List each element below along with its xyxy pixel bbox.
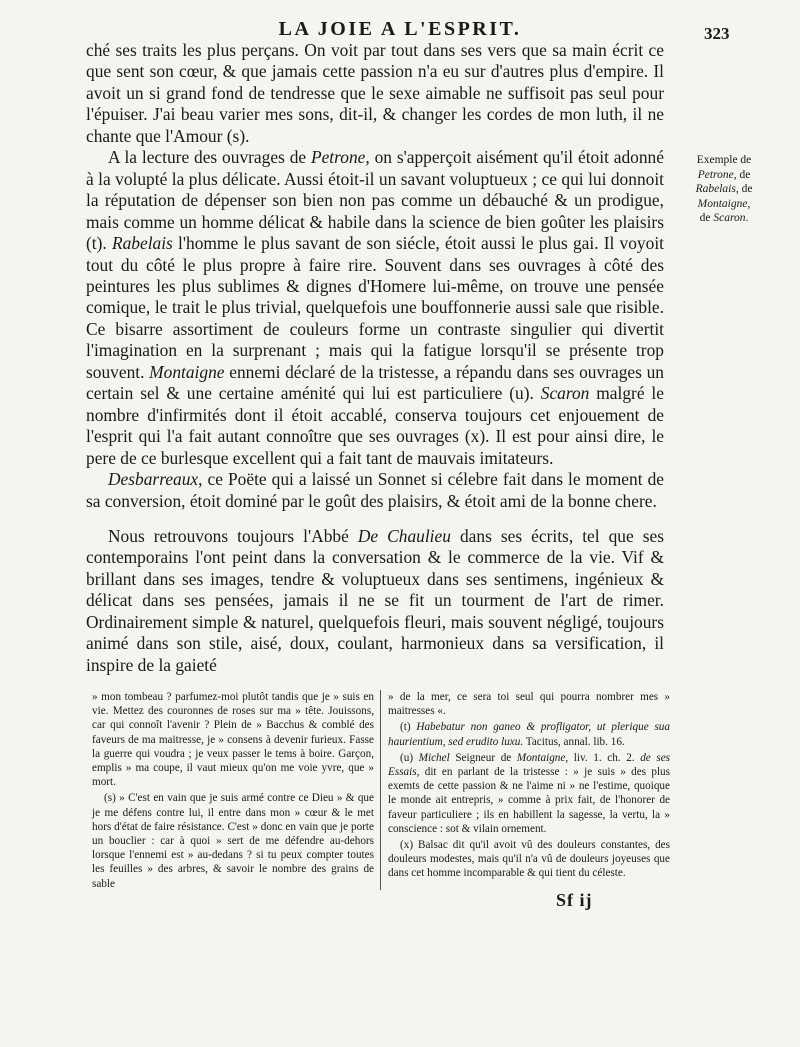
- footnotes-right-column: [388, 690, 670, 883]
- signature-mark: Sf ij: [556, 890, 593, 910]
- margin-note: Exemple de Petrone, de Rabelais, de Montaigne, de Scaron.: [695, 154, 753, 224]
- main-text: [86, 40, 664, 676]
- footnote-s: (s) » C'est en vain que je suis armé contre ce Dieu » & que je me défens contre lui, il entre dans mon » cœur & le met hors d'état de faire résistance. C'est » donc en vain que je porte un bouclier : car à quoi » sert de me défendre au-dehors lorsque l'ennemi est » au-dedans ? si tu peux compter toutes les feuilles » des arbres, & savoir le nombre des grains de sable: [92, 792, 374, 890]
- paragraph-petrone: A la lecture des ouvrages de Petrone, on s'apperçoit aisément qu'il étoit adonné à la volupté la plus délicate. Aussi étoit-il un savant voluptueux ; ce qui lui donnoit la réputation de dépenser son bien non pas comme un débauché & un prodigue, mais comme un homme délicat & habile dans la science de bien goûter les plaisirs (t). Rabelais l'homme le plus savant de son siécle, étoit aussi le plus gai. Il voyoit tout du côté le plus propre à faire rire. Souvent dans ses ouvrages à côté des peintures les plus sublimes & dignes d'Homere lui-même, on trouve une pensée comique, le trait le plus trivial, quelquefois une bouffonnerie aussi sale que risible. Ce bisarre assortiment de couleurs forme un contraste singulier qui divertit l'imagination en la surprenant ; mais qui la fatigue lorsqu'il se présente trop souvent. Montaigne ennemi déclaré de la tristesse, a répandu dans ses ouvrages un certain sel & une certaine aménité qui lui est particuliere (u). Scaron malgré le nombre d'infirmités dont il étoit accablé, conserva toujours cet enjouement de l'esprit qui l'a fait autant connoître que ses ouvrages (x). Il est pour ainsi dire, le pere de ce burlesque excellent qui a fait tant de mauvais imitateurs.: [86, 147, 664, 468]
- running-title: LA JOIE A L'ESPRIT.: [278, 18, 522, 40]
- footnote-t: (t) Habebatur non ganeo & profligator, ut plerique sua haurientium, sed erudito luxu. Tacitus, annal. lib. 16.: [388, 721, 670, 748]
- name-scaron: Scaron: [540, 383, 590, 404]
- name-petrone: Petrone: [310, 147, 366, 168]
- footnotes-left-column: [92, 690, 374, 893]
- footnote-r-continuation: » mon tombeau ? parfumez-moi plutôt tandis que je » suis en vie. Mettez des couronnes de roses sur ma » tête. Jouissons, car qui connoît l'avenir ? Plein de » Bacchus & comblé des faveurs de ma maitresse, je » consens à devenir furieux. Fasse la guerre qui voudra ; je veux passer le tems à boire. Garçon, emplis » ma coupe, il vaut mieux qu'on me voie yvre, que » mort.: [92, 691, 374, 789]
- footnote-x: (x) Balsac dit qu'il avoit vû des douleurs constantes, des douleurs modestes, mais qu'il n'a vû de douleurs joyeuses que dans cet homme incomparable & qui tient du céleste.: [388, 839, 670, 880]
- footnote-s-continuation: » de la mer, ce sera toi seul qui pourra nombrer mes » maitresses «.: [388, 691, 670, 718]
- name-montaigne: Montaigne: [149, 361, 225, 382]
- name-rabelais: Rabelais: [111, 233, 173, 254]
- paragraph-chaulieu: Nous retrouvons toujours l'Abbé De Chaulieu dans ses écrits, tel que ses contemporains l'ont peint dans la conversation & le commerce de la vie. Vif & brillant dans ses images, tendre & voluptueux dans ses sentimens, ingénieux & délicat dans ses pensées, jamais il ne se fit un tourment de l'art de rimer. Ordinairement simple & naturel, quelquefois fleuri, mais souvent négligé, toujours animé dans son stile, aisé, doux, coulant, harmonieux dans sa versification, il inspire de la gaieté: [86, 525, 664, 675]
- name-chaulieu: De Chaulieu: [357, 525, 451, 546]
- page-number: 323: [704, 24, 730, 43]
- column-divider: [380, 690, 381, 890]
- footnote-u: (u) Michel Seigneur de Montaigne, liv. 1. ch. 2. de ses Essais, dit en parlant de la tristesse : » je suis » des plus exemts de cette passion & ne l'aime ni » ne l'estime, quoique le monde ait entrepris, » comme à prix fait, de l'honorer de faveur particuliere ; ils en habillent la sagesse, la vertu, la » conscience : sot & vilain ornement.: [388, 751, 671, 835]
- name-desbarreaux: Desbarreaux: [108, 469, 199, 490]
- paragraph-continuation: ché ses traits les plus perçans. On voit par tout dans ses vers que sa main écrit ce que sent son cœur, & que jamais cette passion n'a eu sur d'autres plus d'empire. Il avoit un si grand fond de tendresse que le sexe aimable ne suffisoit pas seul pour l'épuiser. J'ai beau varier mes sons, dit-il, & changer les cordes de mon luth, il ne chante que l'Amour (s).: [86, 40, 664, 146]
- paragraph-desbarreaux: Desbarreaux, ce Poëte qui a laissé un Sonnet si célebre fait dans le moment de sa conversion, étoit dominé par le goût des plaisirs, & étoit ami de la bonne chere.: [86, 469, 664, 511]
